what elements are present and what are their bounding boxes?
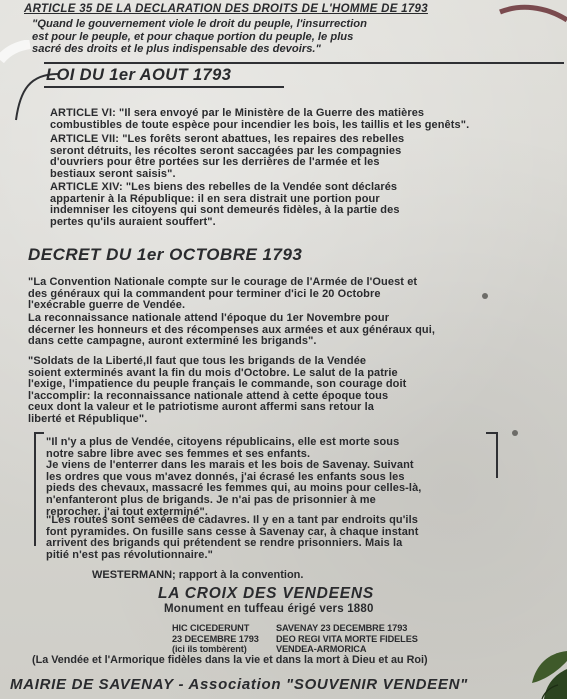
article-xiv-text xyxy=(50,182,470,228)
text-line: pieds des chevaux, massacré les femmes qui, au moins pour celles-là, xyxy=(46,482,422,495)
text-line: Je viens de l'enterrer dans les marais et les bois de Savenay. Suivant xyxy=(46,459,414,472)
text-line: liberté et République". xyxy=(28,412,148,425)
article35-quote-line: "Quand le gouvernement viole le droit du peuple, l'insurrection xyxy=(32,18,367,30)
bracket-top-tick xyxy=(486,432,498,434)
article35-quote xyxy=(32,18,452,56)
convention-text xyxy=(28,277,518,312)
text-line: indemniser les citoyens qui sont demeurés fidèles, à la partie des xyxy=(50,204,400,217)
westermann-quote xyxy=(46,437,506,518)
text-line: ARTICLE VII: "Les forêts seront abattues, les repaires des rebelles xyxy=(50,133,405,145)
text-line: "Il n'y a plus de Vendée, citoyens républicains, elle est morte sous xyxy=(46,436,400,448)
text-line: notre sabre libre avec ses femmes et ses enfants. xyxy=(46,447,311,460)
loi-title: LOI DU 1er AOUT 1793 xyxy=(46,66,232,84)
text-line: seront détruits, les récoltes seront saccagées par les compagnies xyxy=(50,144,402,157)
article35-quote-line: est pour le peuple, et pour chaque portion du peuple, le plus xyxy=(32,30,354,43)
article35-quote-line: sacré des droits et le plus indispensable des devoirs." xyxy=(32,43,321,55)
text-line: n'enfanteront plus de brigands. Je n'ai pas de prisonnier à me xyxy=(46,493,376,506)
decret-title: DECRET DU 1er OCTOBRE 1793 xyxy=(28,245,303,264)
text-line: "La Convention Nationale compte sur le courage de l'Armée de l'Ouest et xyxy=(28,276,418,288)
croix-title: LA CROIX DES VENDEENS xyxy=(158,585,375,602)
inscription-line: SAVENAY 23 DECEMBRE 1793 xyxy=(276,623,408,633)
footer-credit: MAIRIE DE SAVENAY - Association "SOUVENIR VENDEEN" xyxy=(10,676,468,693)
text-line: pertes qu'ils auraient souffert". xyxy=(50,215,216,228)
right-inscription xyxy=(276,623,418,655)
text-line: décerner les honneurs et des récompenses aux armées et aux généraux qui, xyxy=(28,323,436,336)
soldats-text xyxy=(28,356,488,426)
text-line: ARTICLE VI: "Il sera envoyé par le Ministère de la Guerre des matières xyxy=(50,107,425,119)
routes-quote xyxy=(46,515,506,561)
bracket-left-rule xyxy=(34,432,36,546)
reconnaissance-text xyxy=(28,313,528,348)
monument-caption: Monument en tuffeau érigé vers 1880 xyxy=(164,603,374,615)
text-line: "Soldats de la Liberté,Il faut que tous les brigands de la Vendée xyxy=(28,355,367,367)
text-line: combustibles de toute espèce pour incendier les bois, les taillis et les genêts". xyxy=(50,118,470,131)
text-line: ceux dont la valeur et le patriotisme auront affermi sans retour la xyxy=(28,401,374,414)
corner-arc-decoration xyxy=(490,0,567,30)
text-line: l'exécrable guerre de Vendée. xyxy=(28,299,186,312)
text-line: "Les routes sont semées de cadavres. Il y en a tant par endroits qu'ils xyxy=(46,514,418,526)
text-line: pitié n'est pas révolutionnaire." xyxy=(46,548,213,561)
divider xyxy=(44,86,284,88)
text-line: l'accomplir: la reconnaissance nationale attend à cette époque tous xyxy=(28,389,389,402)
article35-heading: ARTICLE 35 DE LA DECLARATION DES DROITS DE L'HOMME DE 1793 xyxy=(24,3,428,15)
inscription-line: (ici ils tombèrent) xyxy=(172,644,247,655)
westermann-attribution: WESTERMANN; rapport à la convention. xyxy=(92,569,304,581)
text-line: arrivent des brigands qui prétendent se rendre prisonniers. Mais la xyxy=(46,537,403,550)
inscription-line: 23 DECEMBRE 1793 xyxy=(172,633,259,644)
inscription-line: HIC CICEDERUNT xyxy=(172,623,250,633)
article-vi-text xyxy=(50,108,560,131)
text-line: l'exige, l'impatience du peuple français le commande, son courage doit xyxy=(28,378,407,391)
inscription-line: VENDEA-ARMORICA xyxy=(276,644,367,655)
inscription-translation: (La Vendée et l'Armorique fidèles dans la vie et dans la mort à Dieu et au Roi) xyxy=(32,654,428,666)
text-line: La reconnaissance nationale attend l'époque du 1er Novembre pour xyxy=(28,312,390,324)
article-vii-text xyxy=(50,134,470,180)
inscription-line: DEO REGI VITA MORTE FIDELES xyxy=(276,633,418,644)
text-line: dans cette campagne, auront exterminé les brigands". xyxy=(28,335,317,348)
text-line: ARTICLE XIV: "Les biens des rebelles de la Vendée sont déclarés xyxy=(50,181,398,193)
text-line: reprocher. j'ai tout exterminé". xyxy=(46,505,209,518)
rivet-dot xyxy=(482,293,488,299)
text-line: appartenir à la République: il en sera distrait une portion pour xyxy=(50,192,380,205)
rivet-dot xyxy=(512,430,518,436)
text-line: font pyramides. On fusille sans cesse à Savenay car, à chaque instant xyxy=(46,525,419,538)
leaf-icon xyxy=(518,645,567,699)
bracket-top-tick xyxy=(34,432,44,434)
text-line: d'ouvriers pour être portées sur les derrières de l'armée et les xyxy=(50,156,380,169)
divider xyxy=(44,62,564,64)
text-line: les ordres que vous m'avez donnés, j'ai écrasé les enfants sous les xyxy=(46,470,405,483)
text-line: des généraux qui la commandent pour terminer d'ici le 20 Octobre xyxy=(28,287,381,300)
left-inscription xyxy=(172,623,259,655)
text-line: soient exterminés avant la fin du mois d'Octobre. Le salut de la patrie xyxy=(28,366,398,379)
text-line: bestiaux seront saisis". xyxy=(50,167,176,180)
